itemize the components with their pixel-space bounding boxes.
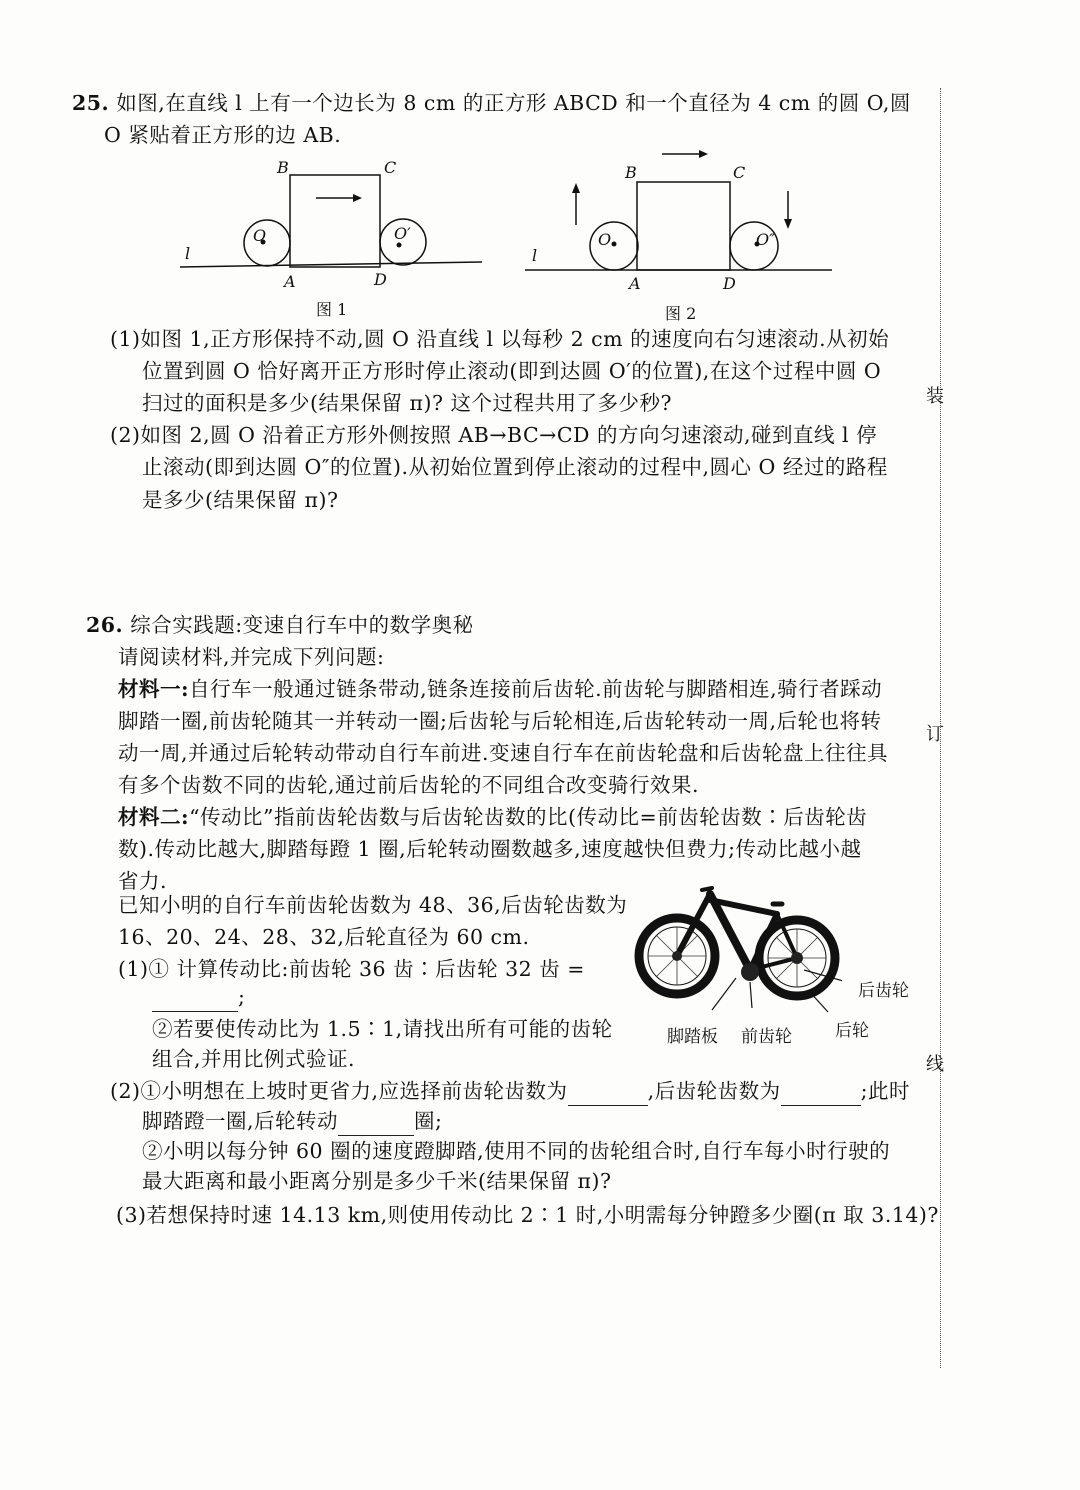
fig1-label-c: C — [384, 158, 397, 177]
fig2-label-c: C — [733, 163, 746, 182]
fig2-label-l: l — [532, 246, 538, 265]
answer-blank-rear-gear[interactable] — [781, 1083, 861, 1106]
margin-char-zhuang: 装 — [926, 386, 944, 407]
s2-text-e: 圈; — [414, 1109, 443, 1133]
margin-char-xian: 线 — [926, 1054, 944, 1075]
fig1-label-b: B — [277, 158, 289, 177]
fig2-label-a: A — [629, 274, 641, 293]
q26-m1-line3: 动一周,并通过后轮转动带动自行车前进.变速自行车在前齿轮盘和后齿轮盘上往往具 — [118, 741, 889, 765]
bicycle-image — [632, 880, 842, 1020]
fig2-caption: 图 2 — [665, 304, 697, 323]
bike-label-rear-gear: 后齿轮 — [858, 981, 909, 1001]
q26-s2-line4: 最大距离和最小距离分别是多少千米(结果保留 π)? — [142, 1169, 612, 1193]
s1-semicolon: ; — [238, 985, 246, 1009]
answer-blank-rotations[interactable] — [338, 1113, 414, 1136]
fig1-label-o: O — [253, 226, 267, 245]
q26-s1-line2 — [152, 982, 245, 1012]
circle-o — [244, 220, 290, 266]
answer-blank-1[interactable] — [152, 989, 238, 1012]
q25-p1-line1: (1)如图 1,正方形保持不动,圆 O 沿直线 l 以每秒 2 cm 的速度向右匀速滚动.从初始 — [110, 327, 890, 351]
q26-s1-line3: ②若要使传动比为 1.5∶1,请找出所有可能的齿轮 — [152, 1017, 613, 1041]
q25-p1-line2: 位置到圆 O 恰好离开正方形时停止滚动(即到达圆 O′的位置),在这个过程中圆 O — [142, 359, 882, 383]
q26-s2-line1 — [110, 1076, 910, 1106]
q25-p2-line1: (2)如图 2,圆 O 沿着正方形外侧按照 AB→BC→CD 的方向匀速滚动,碰到直线 l 停 — [110, 423, 878, 447]
q25-number: 25. — [72, 91, 110, 115]
q25-p1-line3: 扫过的面积是多少(结果保留 π)? 这个过程共用了多少秒? — [142, 391, 672, 415]
fig2-label-o: O — [598, 230, 612, 249]
q26-s2-line2 — [142, 1106, 442, 1136]
bike-label-pedal: 脚踏板 — [667, 1027, 718, 1047]
arrow-up-icon — [572, 183, 580, 193]
q25-stem-text1: 如图,在直线 l 上有一个边长为 8 cm 的正方形 ABCD 和一个直径为 4 cm 的圆 O,圆 — [116, 91, 911, 115]
q26-s1-line4: 组合,并用比例式验证. — [152, 1047, 356, 1071]
q26-s3-line: (3)若想保持时速 14.13 km,则使用传动比 2∶1 时,小明需每分钟蹬多少圈(π 取 3.14)? — [116, 1203, 939, 1227]
fig2-label-d: D — [723, 274, 736, 293]
fig1-label-a: A — [284, 272, 296, 291]
fig2-label-o-double-prime: O″ — [756, 230, 776, 249]
q25-stem-line2: O 紧贴着正方形的边 AB. — [104, 123, 342, 147]
fig1-caption: 图 1 — [316, 300, 348, 319]
fig1-label-l: l — [185, 244, 191, 263]
q25-figure-1 — [170, 150, 500, 320]
q26-m1-line2: 脚踏一圈,前齿轮随其一并转动一圈;后齿轮与后轮相连,后齿轮转动一周,后轮也将转 — [118, 709, 882, 733]
q26-known-line1: 已知小明的自行车前齿轮齿数为 48、36,后齿轮齿数为 — [118, 893, 628, 917]
q26-m2-line3: 省力. — [118, 869, 168, 893]
material-1-text: 自行车一般通过链条带动,链条连接前后齿轮.前齿轮与脚踏相连,骑行者踩动 — [189, 677, 883, 701]
q26-m2-line1 — [118, 802, 867, 832]
arrow-down-icon — [784, 219, 792, 229]
s2-text-c: ;此时 — [860, 1079, 911, 1103]
fig1-label-o-prime: O′ — [394, 224, 411, 243]
square-abcd — [290, 175, 380, 267]
fig2-label-b: B — [625, 163, 637, 182]
q25-p2-line2: 止滚动(即到达圆 O″的位置).从初始位置到停止滚动的过程中,圆心 O 经过的路程 — [142, 455, 888, 479]
square-abcd-2 — [637, 182, 730, 270]
q26-m1-line4: 有多个齿数不同的齿轮,通过前后齿轮的不同组合改变骑行效果. — [118, 773, 700, 797]
material-1-label: 材料一: — [118, 677, 190, 701]
q25-figure-2 — [520, 145, 840, 325]
bike-label-front-gear: 前齿轮 — [741, 1027, 792, 1047]
fig1-label-d: D — [374, 270, 387, 289]
bike-label-rear-wheel: 后轮 — [835, 1021, 869, 1041]
q26-title-line — [86, 610, 474, 640]
q26-s1-line1: (1)① 计算传动比:前齿轮 36 齿∶后齿轮 32 齿 = — [118, 957, 585, 981]
s2-text-d: 脚踏蹬一圈,后轮转动 — [142, 1109, 339, 1133]
q26-m2-line2: 数).传动比越大,脚踏每蹬 1 圈,后轮转动圈数越多,速度越快但费力;传动比越小越 — [118, 837, 862, 861]
s2-text-a: (2)①小明想在上坡时更省力,应选择前齿轮齿数为 — [110, 1079, 568, 1103]
q26-s2-line3: ②小明以每分钟 60 圈的速度蹬脚踏,使用不同的齿轮组合时,自行车每小时行驶的 — [142, 1139, 891, 1163]
arrow-right-icon — [699, 150, 708, 158]
q26-known-line2: 16、20、24、28、32,后轮直径为 60 cm. — [118, 925, 530, 949]
q26-number: 26. — [86, 613, 124, 637]
q26-m1-line1 — [118, 674, 882, 704]
q25-p2-line3: 是多少(结果保留 π)? — [142, 488, 339, 512]
material-2-text: “传动比”指前齿轮齿数与后齿轮齿数的比(传动比=前齿轮齿数∶后齿轮齿 — [189, 805, 868, 829]
q25-stem-line1 — [72, 88, 911, 118]
margin-char-ding: 订 — [926, 724, 944, 745]
answer-blank-front-gear[interactable] — [568, 1083, 648, 1106]
arrow-right-icon — [353, 194, 362, 202]
material-2-label: 材料二: — [118, 805, 190, 829]
s2-text-b: ,后齿轮齿数为 — [647, 1079, 781, 1103]
q26-intro: 请阅读材料,并完成下列问题: — [118, 645, 385, 669]
q26-title: 综合实践题:变速自行车中的数学奥秘 — [130, 613, 474, 637]
